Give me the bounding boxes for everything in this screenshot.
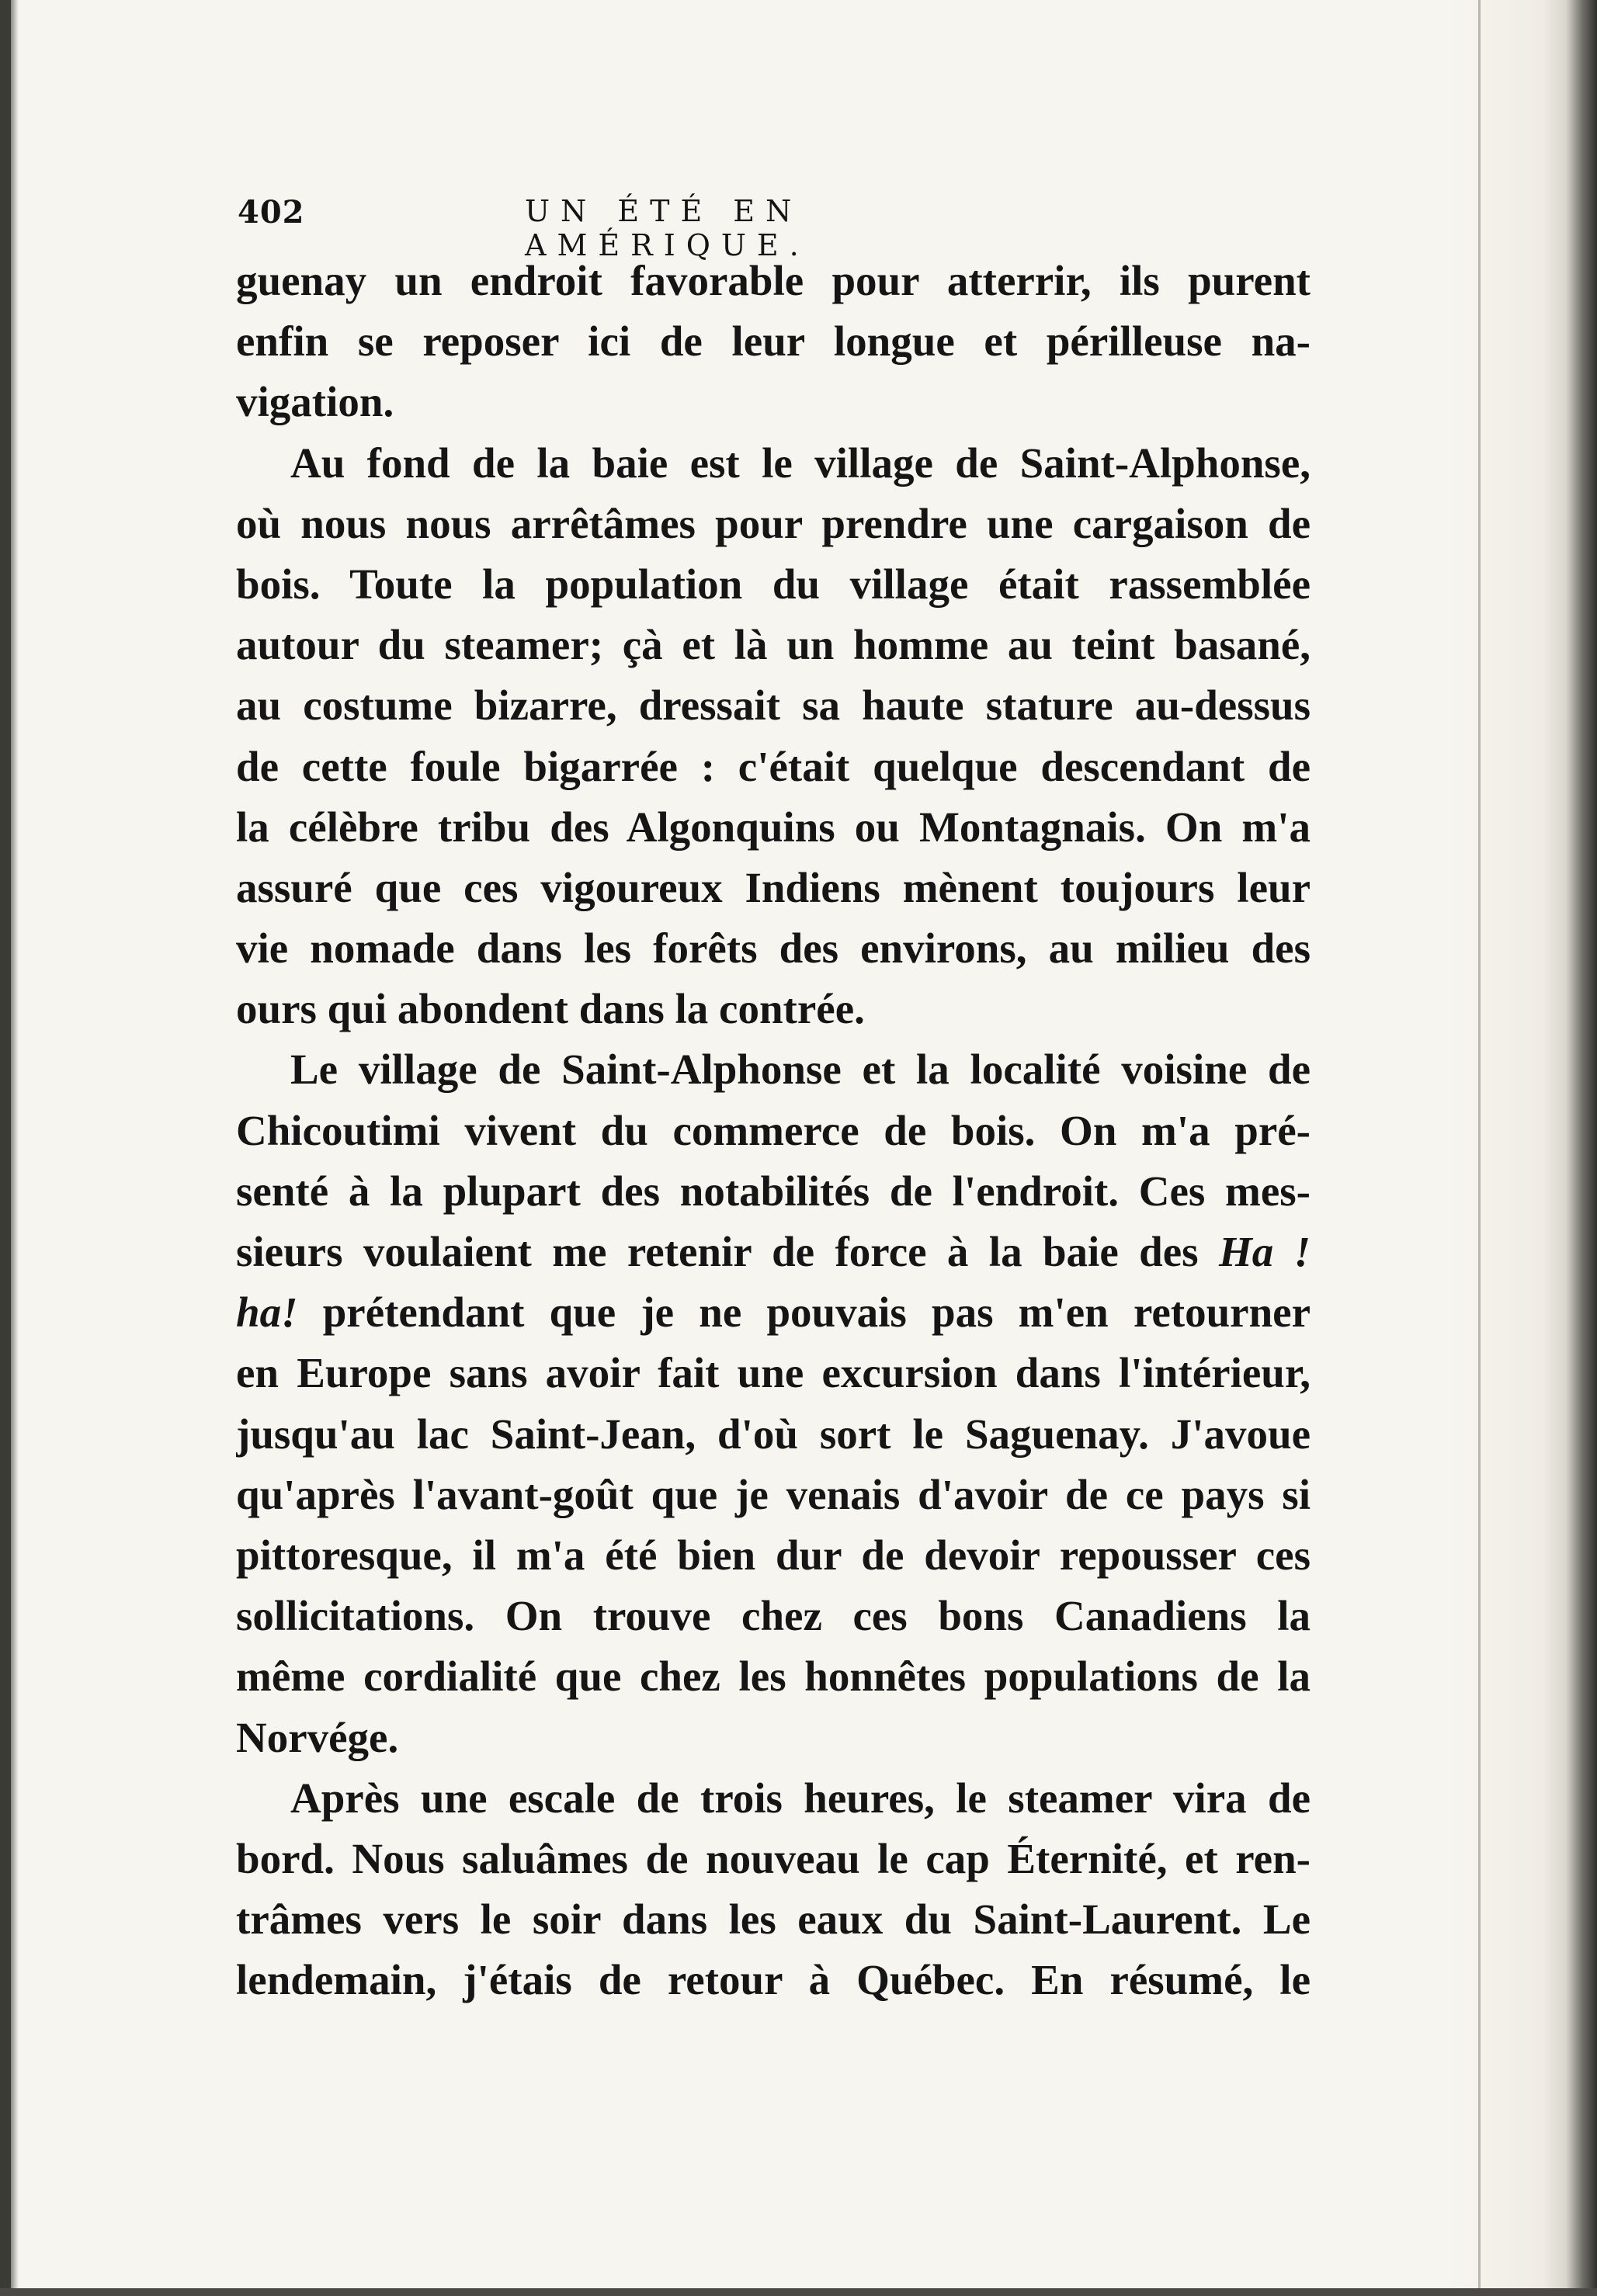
text-line	[236, 1222, 1311, 1282]
text-line: vigation.	[236, 378, 394, 426]
scan-edge-left-shadow	[11, 0, 19, 2296]
page-number: 402	[238, 194, 305, 231]
body-text	[236, 251, 1311, 2010]
text-line: même cordialité que chez les honnêtes populations de la	[236, 1653, 1311, 1701]
scan-edge-left	[0, 0, 11, 2296]
text-line: Chicoutimi vivent du commerce de bois. On m'a pré-	[236, 1106, 1311, 1154]
text-line: Norvége.	[236, 1713, 399, 1761]
text-line: trâmes vers le soir dans les eaux du Saint-Laurent. Le	[236, 1895, 1311, 1944]
text-line: lendemain, j'étais de retour à Québec. En résumé, le	[236, 1956, 1311, 2004]
running-title: UN ÉTÉ EN AMÉRIQUE.	[525, 194, 810, 262]
scan-edge-bottom	[0, 2288, 1597, 2296]
paragraph	[236, 433, 1311, 1040]
text-fragment: sieurs voulaient me retenir de force à la baie des	[236, 1228, 1199, 1275]
running-header	[238, 194, 1309, 262]
paragraph	[236, 251, 1311, 433]
text-line: Le village de Saint-Alphonse et la localité voisine de	[290, 1046, 1311, 1094]
text-line: où nous nous arrêtâmes pour prendre une cargaison de	[236, 499, 1311, 547]
text-line: sollicitations. On trouve chez ces bons Canadiens la	[236, 1592, 1311, 1640]
text-line: assuré que ces vigoureux Indiens mènent toujours leur	[236, 863, 1311, 911]
text-line: en Europe sans avoir fait une excursion dans l'intérieur,	[236, 1349, 1311, 1397]
text-line: senté à la plupart des notabilités de l'endroit. Ces mes-	[236, 1167, 1311, 1215]
text-line: guenay un endroit favorable pour atterrir, ils purent	[236, 257, 1311, 304]
paragraph	[236, 1039, 1311, 1767]
text-line: la célèbre tribu des Algonquins ou Montagnais. On m'a	[236, 803, 1311, 851]
text-line: bord. Nous saluâmes de nouveau le cap Éternité, et ren-	[236, 1834, 1311, 1882]
text-line: autour du steamer; çà et là un homme au teint basané,	[236, 621, 1311, 669]
text-line: ours qui abondent dans la contrée.	[236, 985, 865, 1033]
text-line: de cette foule bigarrée : c'était quelque descendant de	[236, 742, 1311, 790]
text-line: bois. Toute la population du village était rassemblée	[236, 560, 1311, 608]
italic-text: Ha !	[1218, 1228, 1311, 1275]
text-line: vie nomade dans les forêts des environs, au milieu des	[236, 924, 1311, 973]
italic-text: ha!	[236, 1288, 298, 1337]
text-line: Au fond de la baie est le village de Saint-Alphonse,	[290, 439, 1311, 487]
text-fragment: prétendant que je ne pouvais pas m'en retourner	[322, 1288, 1311, 1337]
paragraph	[236, 1768, 1311, 2011]
text-line: au costume bizarre, dressait sa haute stature au-dessus	[236, 682, 1311, 730]
page-edge-line	[1478, 0, 1481, 2296]
text-line: enfin se reposer ici de leur longue et périlleuse na-	[236, 317, 1311, 366]
text-line: Après une escale de trois heures, le steamer vira de	[290, 1774, 1311, 1822]
text-line: jusqu'au lac Saint-Jean, d'où sort le Saguenay. J'avoue	[236, 1410, 1311, 1458]
text-line: qu'après l'avant-goût que je venais d'avoir de ce pays si	[236, 1470, 1311, 1518]
text-line	[236, 1282, 1311, 1343]
text-line: pittoresque, il m'a été bien dur de devoir repousser ces	[236, 1531, 1311, 1579]
page-binding-edge	[1449, 0, 1597, 2296]
